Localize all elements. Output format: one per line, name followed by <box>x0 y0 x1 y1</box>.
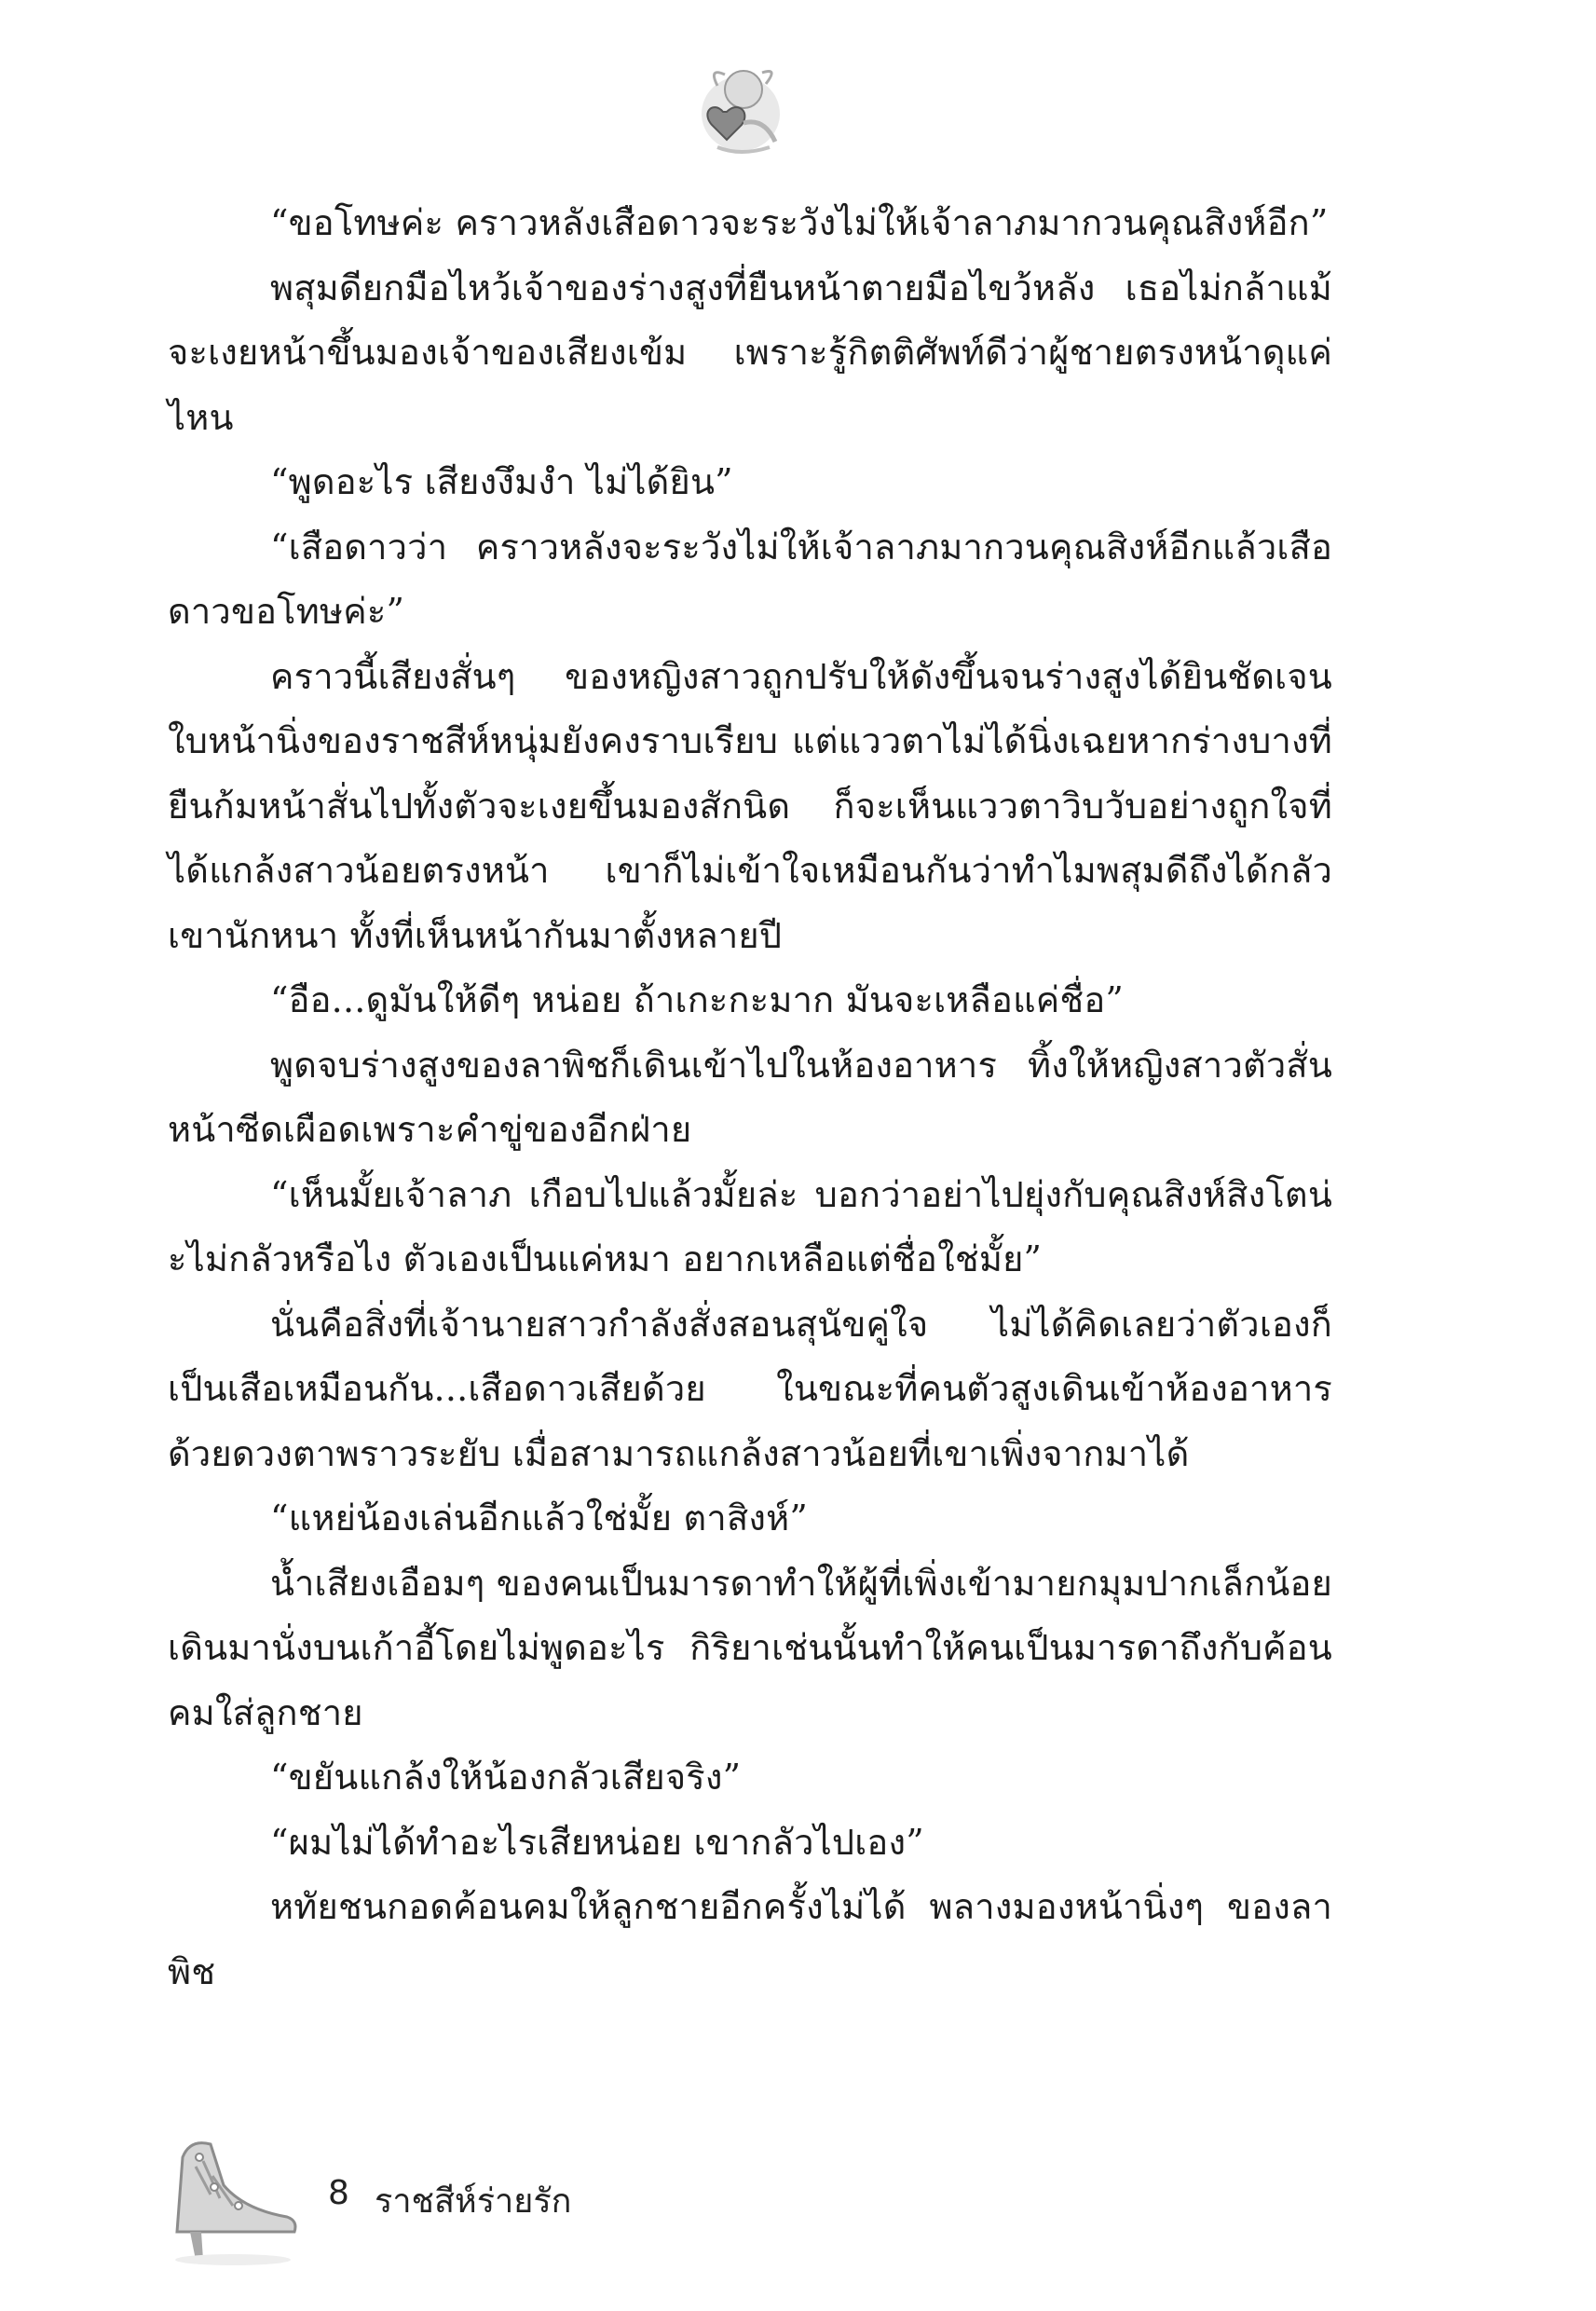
chapter-body <box>168 191 1332 2004</box>
paragraph: หทัยชนกอดค้อนคมให้ลูกชายอีกครั้งไม่ได้ พลางมองหน้านิ่งๆ ของลาพิช <box>168 1886 1332 1992</box>
paragraph: คราวนี้เสียงสั่นๆ ของหญิงสาวถูกปรับให้ดังขึ้นจนร่างสูงได้ยินชัดเจน ใบหน้านิ่งของราชสีห์หนุ่มยังคงราบเรียบ แต่แววตาไม่ได้นิ่งเฉยหากร่างบางที่ยืนก้มหน้าสั่นไปทั้งตัวจะเงยขึ้นมองสักนิด ก็จะเห็นแววตาวิบวับอย่างถูกใจที่ได้แกล้งสาวน้อยตรงหน้า เขาก็ไม่เข้าใจเหมือนกันว่าทำไมพสุมดีถึงได้กลัวเขานักหนา ทั้งที่เห็นหน้ากันมาตั้งหลายปี <box>168 655 1332 956</box>
book-title: ราชสีห์ร่ายรัก <box>375 2182 572 2221</box>
page-number: 8 <box>328 2174 349 2212</box>
paragraph: พูดจบร่างสูงของลาพิชก็เดินเข้าไปในห้องอาหาร ทิ้งให้หญิงสาวตัวสั่นหน้าซีดเผือดเพราะคำขู่ของอีกฝ่าย <box>168 1044 1332 1150</box>
paragraph: “ขอโทษค่ะ คราวหลังเสือดาวจะระวังไม่ให้เจ้าลาภมากวนคุณสิงห์อีก” <box>270 202 1329 243</box>
paragraph: “เสือดาวว่า คราวหลังจะระวังไม่ให้เจ้าลาภมากวนคุณสิงห์อีกแล้วเสือดาวขอโทษค่ะ” <box>168 526 1332 632</box>
paragraph: พสุมดียกมือไหว้เจ้าของร่างสูงที่ยืนหน้าตายมือไขว้หลัง เธอไม่กล้าแม้จะเงยหน้าขึ้นมองเจ้าของเสียงเข้ม เพราะรู้กิตติศัพท์ดีว่าผู้ชายตรงหน้าดุแค่ไหน <box>168 267 1332 438</box>
paragraph: “แหย่น้องเล่นอีกแล้วใช่มั้ย ตาสิงห์” <box>270 1497 808 1538</box>
paragraph: “ผมไม่ได้ทำอะไรเสียหน่อย เขากลัวไปเอง” <box>270 1821 924 1863</box>
high-heel-shoe-icon <box>158 2120 307 2269</box>
paragraph: นั่นคือสิ่งที่เจ้านายสาวกำลังสั่งสอนสุนัขคู่ใจ ไม่ได้คิดเลยว่าตัวเองก็เป็นเสือเหมือนกัน...เสือดาวเสียด้วย ในขณะที่คนตัวสูงเดินเข้าห้องอาหารด้วยดวงตาพราวระยับ เมื่อสามารถแกล้งสาวน้อยที่เขาเพิ่งจากมาได้ <box>168 1303 1332 1474</box>
page-footer <box>158 2120 811 2269</box>
paragraph: “อือ...ดูมันให้ดีๆ หน่อย ถ้าเกะกะมาก มันจะเหลือแค่ชื่อ” <box>270 979 1125 1020</box>
cupid-heart-icon <box>689 58 792 160</box>
paragraph: น้ำเสียงเอือมๆ ของคนเป็นมารดาทำให้ผู้ที่เพิ่งเข้ามายกมุมปากเล็กน้อย เดินมานั่งบนเก้าอี้โดยไม่พูดอะไร กิริยาเช่นนั้นทำให้คนเป็นมารดาถึงกับค้อนคมใส่ลูกชาย <box>168 1562 1332 1733</box>
paragraph: “ขยันแกล้งให้น้องกลัวเสียจริง” <box>270 1757 742 1798</box>
paragraph: “เห็นมั้ยเจ้าลาภ เกือบไปแล้วมั้ยล่ะ บอกว่าอย่าไปยุ่งกับคุณสิงห์สิงโตน่ะไม่กลัวหรือไง ตัวเองเป็นแค่หมา อยากเหลือแต่ชื่อใช่มั้ย” <box>168 1173 1332 1279</box>
paragraph: “พูดอะไร เสียงงึมงำ ไม่ได้ยิน” <box>270 461 733 502</box>
